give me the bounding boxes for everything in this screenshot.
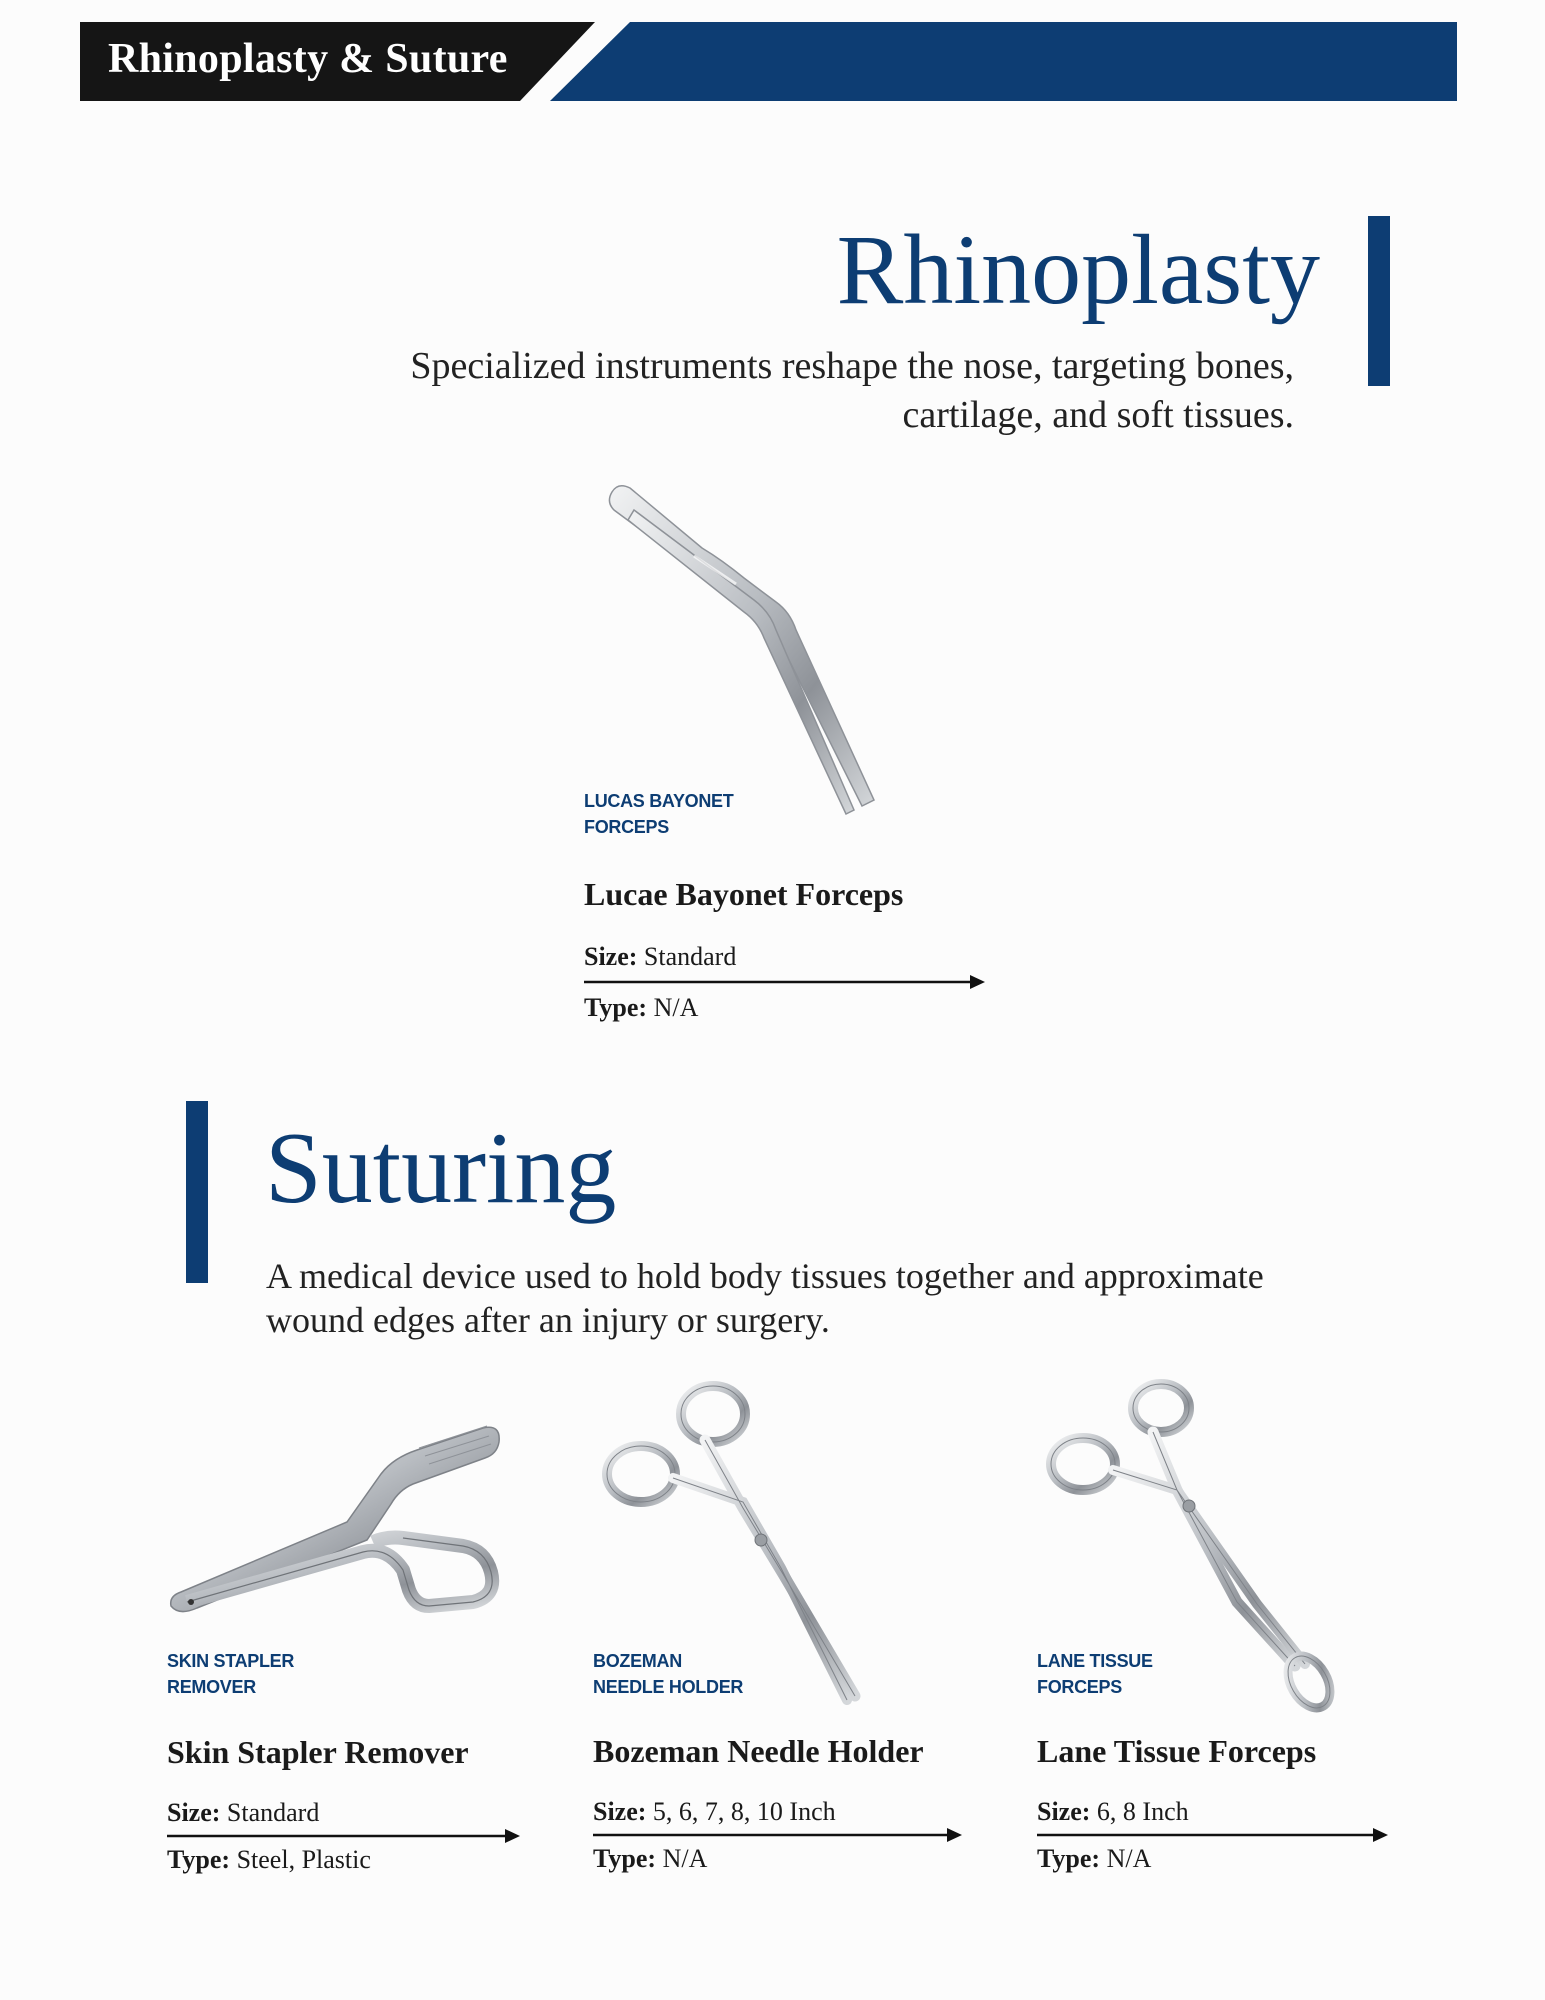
product-type <box>1037 1844 1151 1874</box>
size-label: Size: <box>167 1798 221 1827</box>
product-type <box>584 993 698 1023</box>
size-value: 5, 6, 7, 8, 10 Inch <box>652 1797 836 1826</box>
suturing-description: A medical device used to hold body tissues together and approximate wound edges after an injury or surgery. <box>266 1256 1264 1340</box>
product-type <box>593 1844 707 1874</box>
type-value: Steel, Plastic <box>236 1845 371 1874</box>
product-size <box>1037 1797 1189 1827</box>
product-name: Skin Stapler Remover <box>167 1734 469 1770</box>
product-type <box>167 1845 371 1875</box>
header-blue-band <box>550 22 1457 101</box>
size-value: Standard <box>643 942 737 971</box>
product-category: SKIN STAPLER REMOVER <box>167 1651 295 1697</box>
arrow-right-icon[interactable] <box>1037 1827 1389 1843</box>
size-label: Size: <box>1037 1797 1091 1826</box>
type-value: N/A <box>662 1844 708 1873</box>
skin-stapler-remover-icon <box>167 1410 507 1660</box>
product-name: Bozeman Needle Holder <box>593 1733 924 1769</box>
product-size <box>167 1798 319 1828</box>
product-name: Lucae Bayonet Forceps <box>584 876 904 912</box>
rhinoplasty-description: Specialized instruments reshape the nose, targeting bones, cartilage, and soft tissues. <box>410 345 1294 436</box>
type-label: Type: <box>167 1845 231 1874</box>
type-label: Type: <box>593 1844 657 1873</box>
product-category: LANE TISSUE FORCEPS <box>1037 1651 1153 1697</box>
arrow-right-icon[interactable] <box>167 1828 521 1844</box>
size-label: Size: <box>593 1797 647 1826</box>
type-label: Type: <box>1037 1844 1101 1873</box>
suturing-title: Suturing <box>265 1112 617 1225</box>
size-label: Size: <box>584 942 638 971</box>
type-value: N/A <box>1106 1844 1152 1873</box>
arrow-right-icon[interactable] <box>584 974 986 990</box>
product-name: Lane Tissue Forceps <box>1037 1733 1317 1769</box>
header-banner <box>80 22 1457 101</box>
size-value: Standard <box>226 1798 320 1827</box>
arrow-right-icon[interactable] <box>593 1827 963 1843</box>
rhinoplasty-title: Rhinoplasty <box>836 214 1320 325</box>
rhinoplasty-accent-bar <box>1368 216 1390 386</box>
type-label: Type: <box>584 993 648 1022</box>
product-category: BOZEMAN NEEDLE HOLDER <box>593 1651 744 1697</box>
type-value: N/A <box>653 993 699 1022</box>
header-title: Rhinoplasty & Suture <box>108 36 508 82</box>
product-size <box>584 942 736 972</box>
product-category: LUCAS BAYONET FORCEPS <box>584 791 734 837</box>
size-value: 6, 8 Inch <box>1096 1797 1189 1826</box>
suturing-accent-bar <box>186 1101 208 1283</box>
product-size <box>593 1797 836 1827</box>
